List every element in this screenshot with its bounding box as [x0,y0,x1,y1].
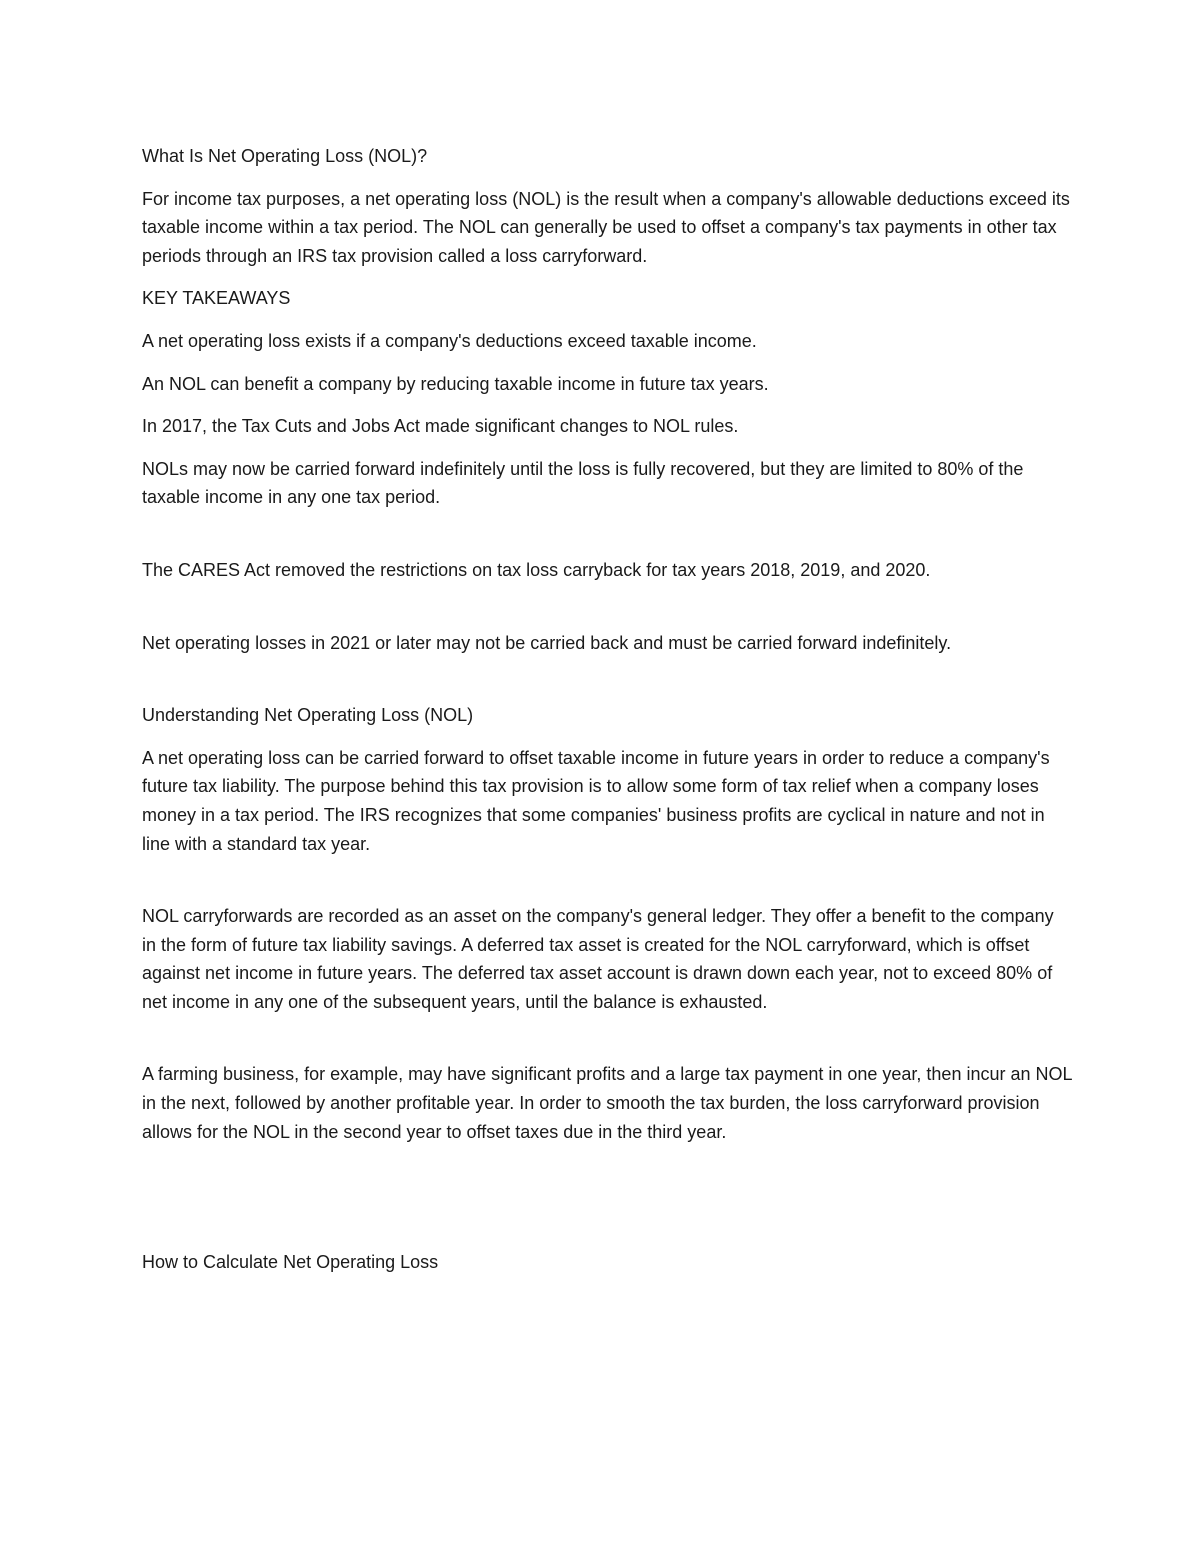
body-paragraph: A net operating loss can be carried forward to offset taxable income in future years in order to reduce a company's future tax liability. The purpose behind this tax provision is to allow some form of tax relief when a company loses money in a tax period. The IRS recognizes that some companies' business profits are cyclical in nature and not in line with a standard tax year. [142,747,1050,854]
document-body [142,142,1072,1277]
takeaway-item: Net operating losses in 2021 or later may not be carried back and must be carried forward indefinitely. [142,632,952,653]
takeaway-item: A net operating loss exists if a company's deductions exceed taxable income. [142,330,757,351]
section-heading-understanding-nol: Understanding Net Operating Loss (NOL) [142,705,474,726]
section-heading-how-to-calculate: How to Calculate Net Operating Loss [142,1252,439,1273]
takeaway-item: NOLs may now be carried forward indefinitely until the loss is fully recovered, but they are limited to 80% of the taxable income in any one tax period. [142,458,1024,508]
body-paragraph: A farming business, for example, may have significant profits and a large tax payment in one year, then incur an NOL in the next, followed by another profitable year. In order to smooth the tax burden, the loss carryforward provision allows for the NOL in the second year to offset taxes due in the third year. [142,1064,1072,1142]
takeaway-item: In 2017, the Tax Cuts and Jobs Act made significant changes to NOL rules. [142,416,739,437]
body-paragraph: NOL carryforwards are recorded as an asset on the company's general ledger. They offer a benefit to the company in the form of future tax liability savings. A deferred tax asset is created for the NOL carryforward, which is offset against net income in future years. The deferred tax asset account is drawn down each year, not to exceed 80% of net income in any one of the subsequent years, until the balance is exhausted. [142,906,1054,1012]
key-takeaways-label: KEY TAKEAWAYS [142,288,291,309]
intro-paragraph: For income tax purposes, a net operating loss (NOL) is the result when a company's allowable deductions exceed its taxable income within a tax period. The NOL can generally be used to offset a company's tax payments in other tax periods through an IRS tax provision called a loss carryforward. [142,188,1070,266]
takeaway-item: An NOL can benefit a company by reducing taxable income in future tax years. [142,373,769,394]
section-heading-what-is-nol: What Is Net Operating Loss (NOL)? [142,146,428,166]
takeaway-item: The CARES Act removed the restrictions on tax loss carryback for tax years 2018, 2019, and 2020. [142,559,931,580]
